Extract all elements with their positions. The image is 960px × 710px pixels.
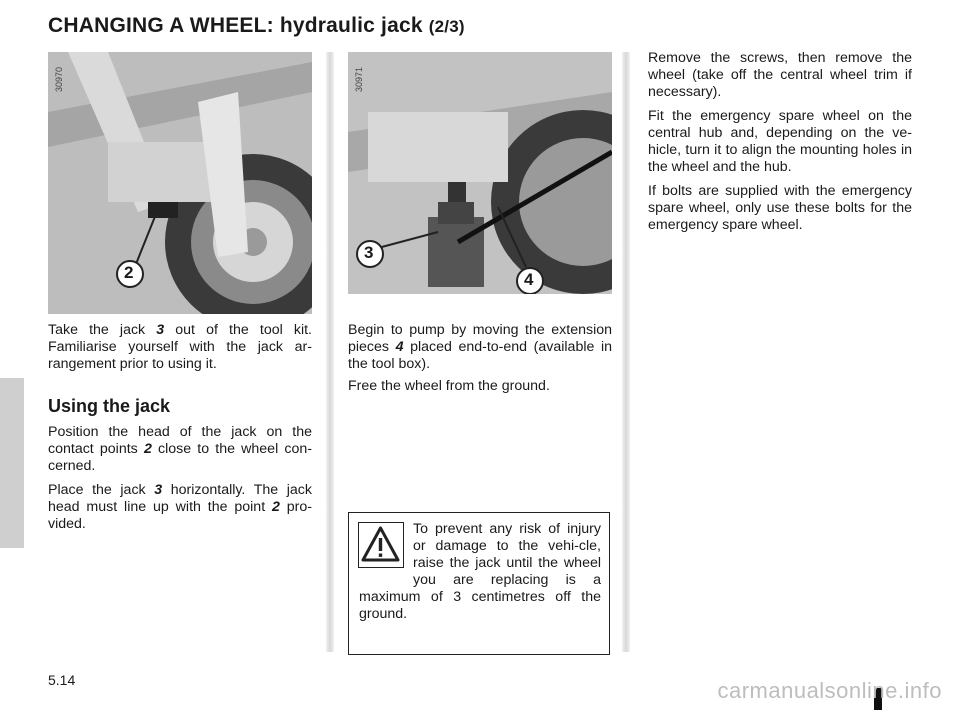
position-paragraph: Position the head of the jack on the contact points 2 close to the wheel con-cerned. [48, 424, 312, 474]
reference-number: 3 [154, 482, 163, 498]
section-tab [0, 378, 24, 548]
callout-2: 2 [124, 263, 134, 282]
reference-number: 2 [272, 499, 280, 515]
callout-4: 4 [524, 270, 534, 289]
reference-number: 4 [395, 339, 404, 355]
photo-jack-contact-point [48, 52, 312, 314]
watermark: carmanualsonline.info [717, 678, 942, 703]
intro-paragraph: Take the jack 3 out of the tool kit. Familiarise yourself with the jack ar-rangement prior to using it. [48, 322, 312, 372]
reference-number: 3 [156, 322, 165, 338]
callout-3: 3 [364, 243, 374, 262]
warning-text: To prevent any risk of injury or damage to the vehi-cle, raise the jack until the wheel you are replacing is a maximum of 3 centimetres off the ground. [359, 521, 601, 622]
bolts-paragraph: If bolts are supplied with the emergency spare wheel, only use these bolts for the emergency spare wheel. [648, 183, 912, 233]
fit-paragraph: Fit the emergency spare wheel on the central hub and, depending on the ve-hicle, turn it to align the mounting holes in the wheel and the hub. [648, 108, 912, 175]
page-title [48, 14, 465, 38]
photo-reference: 30971 [354, 66, 364, 92]
column-divider-left [326, 52, 334, 652]
reference-number: 2 [143, 441, 152, 457]
page-number: 5.14 [48, 672, 76, 688]
photo-jack-pumping [348, 52, 612, 294]
page-title-main: CHANGING A WHEEL: hydraulic jack [48, 14, 423, 37]
section-heading: Using the jack [48, 396, 171, 416]
remove-paragraph: Remove the screws, then remove the wheel (take off the central wheel trim if necessary). [648, 50, 912, 100]
column-divider-right [622, 52, 630, 652]
page-title-part: (2/3) [428, 17, 465, 36]
photo-reference: 30970 [54, 66, 64, 92]
warning-box [348, 512, 610, 655]
pump-paragraph: Begin to pump by moving the extension pieces 4 placed end-to-end (available in the tool box). [348, 322, 613, 372]
free-paragraph: Free the wheel from the ground. [348, 378, 550, 394]
place-paragraph: Place the jack 3 horizontally. The jack head must line up with the point 2 pro-vided. [48, 482, 313, 532]
